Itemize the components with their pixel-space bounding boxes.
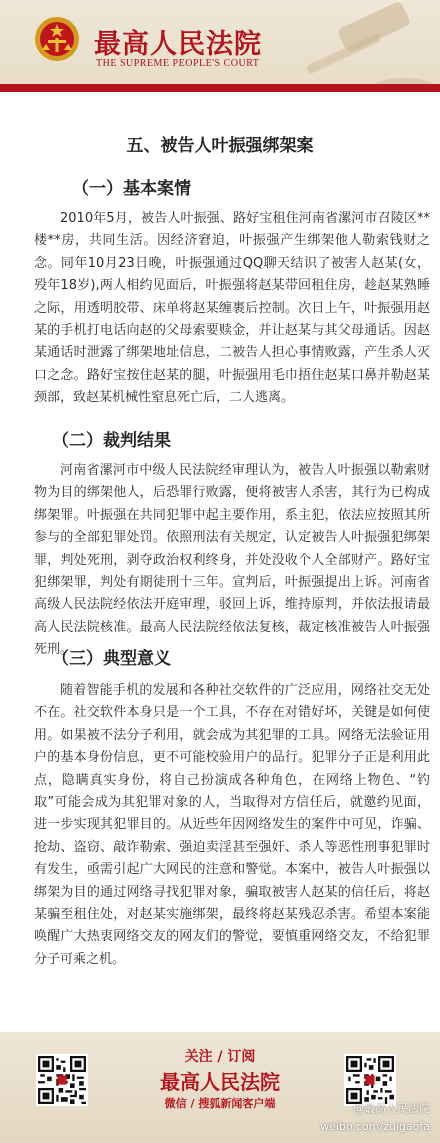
qr-code-icon [344,1054,396,1106]
weibo-watermark-url: weibo.com/zuigaofa [320,1120,430,1133]
section-heading: （一）基本案情 [72,179,191,199]
court-emblem-icon [34,16,80,62]
section-heading: （三）典型意义 [52,649,171,669]
court-name-en: THE SUPREME PEOPLE'S COURT [96,58,260,69]
header-banner [0,0,440,92]
section-paragraph: 随着智能手机的发展和各种社交软件的广泛应用，网络社交无处不在。社交软件本身只是一个工具，不存在对错好坏，关键是如何使用。如果被不法分子利用，就会成为其犯罪的工具。网络无法验证用户的基本身份信息，更不可能校验用户的品行。犯罪分子正是利用此点，隐瞒真实身份，将自己扮演成各种角色，在网络上物色、“钓取”可能会成为其犯罪对象的人，当取得对方信任后，就邀约见面，进一步实现其犯罪目的。从近些年因网络发生的案件中可见，诈骗、抢劫、盗窃、敲诈勒索、强迫卖淫甚至强奸、杀人等恶性刑事犯罪时有发生，亟需引起广大网民的注意和警觉。本案中，被告人叶振强以绑架为目的通过网络寻找犯罪对象，骗取被害人赵某的信任后，将赵某骗至租住处，对赵某实施绑架，最终将赵某残忍杀害。希望本案能唤醒广大热衷网络交友的网友们的警觉，要慎重网络交友，不给犯罪分子可乘之机。 [34,683,430,967]
section-paragraph: 河南省漯河市中级人民法院经审理认为，被告人叶振强以勒索财物为目的绑架他人，后恐罪行败露，便将被害人杀害，其行为已构成绑架罪。叶振强在共同犯罪中起主要作用，系主犯，依法应按照其所参与的全部犯罪处罚。依照刑法有关规定，认定被告人叶振强犯绑架罪，判处死刑，剥夺政治权利终身，并处没收个人全部财产。路好宝犯绑架罪，判处有期徒刑十三年。宣判后，叶振强提出上诉。河南省高级人民法院经依法开庭审理，驳回上诉，维持原判，并依法报请最高人民法院核准。最高人民法院经依法复核，裁定核准被告人叶振强死刑。 [34,463,430,658]
court-name-cn: 最高人民法院 [94,29,262,60]
article-title: 五、被告人叶振强绑架案 [126,136,314,156]
footer-court-name: 最高人民法院 [160,1070,280,1094]
gavel-icon [284,0,434,92]
section-heading: （二）裁判结果 [52,431,171,451]
footer-channels: 微信 / 搜狐新闻客户端 [164,1097,276,1110]
section-paragraph: 2010年5月，被告人叶振强、路好宝租住河南省漯河市召陵区**楼**房，共同生活。因经济窘迫，叶振强产生绑架他人勒索钱财之念。同年10月23日晚，叶振强通过QQ聊天结识了被害人赵某(女，殁年18岁),两人相约见面后，叶振强将赵某带回租住房，趁赵某熟睡之际，用透明胶带、床单将赵某缠裹后控制。次日上午，叶振强用赵某的手机打电话向赵的父母索要赎金，并让赵某与其父母通话。因赵某通话时泄露了绑架地址信息，二被告人担心事情败露，产生杀人灭口之念。路好宝按住赵某的腿，叶振强用毛巾捂住赵某口鼻并勒赵某颈部，致赵某机械性窒息死亡后，二人逃离。 [34,211,430,406]
weibo-watermark-handle: @最高人民法院 [353,1102,430,1115]
banner-divider [0,84,440,92]
footer-subscribe-label: 关注 / 订阅 [184,1049,256,1065]
